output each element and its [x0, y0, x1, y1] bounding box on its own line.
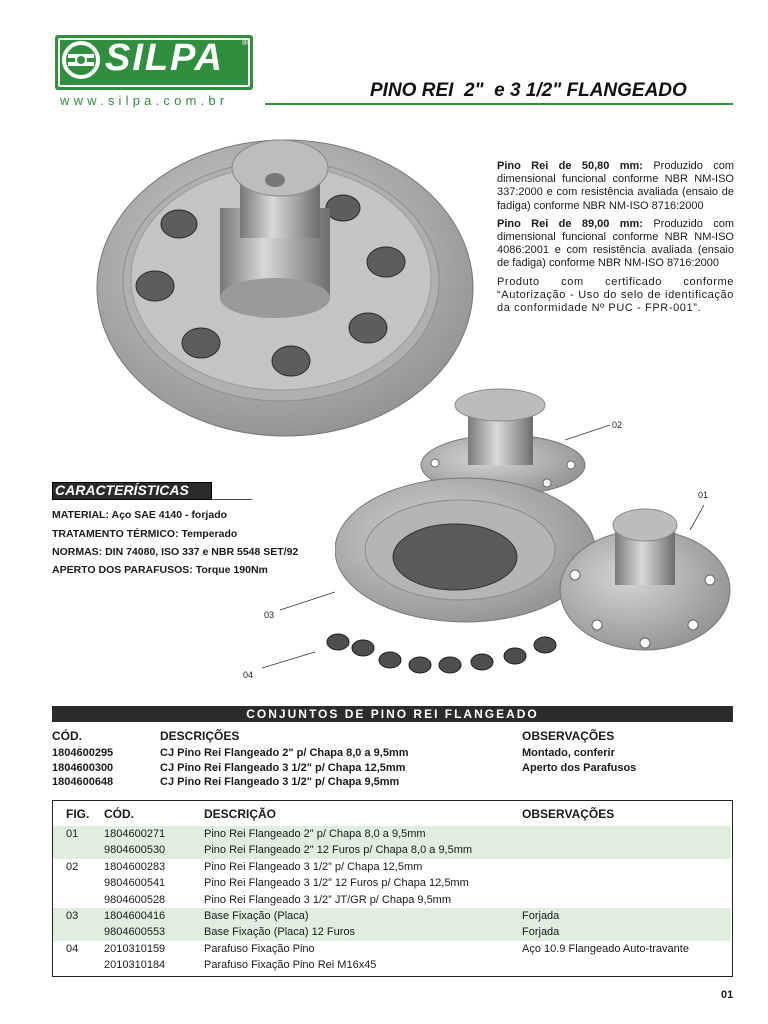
- parts-cell-fig: 01: [66, 828, 79, 840]
- certificate-note: Produto com certificado conforme “Autorização - Uso do selo de identificação da conformidade Nº PUC - FPR-001”.: [497, 275, 734, 315]
- parts-cell-cod: 9804600541: [104, 877, 166, 890]
- spec-paragraph: Pino Rei de 89,00 mm: Produzido com dimensional funcional conforme NBR NM-ISO 4086:2001 e com resistência avaliada (ensaio de fadiga) conforme NBR NM-ISO 8716:2000: [497, 217, 734, 270]
- parts-cell-cod: 9804600530: [104, 844, 166, 857]
- parts-cell-desc: Parafuso Fixação Pino: [204, 942, 315, 955]
- conjuntos-title: CONJUNTOS DE PINO REI FLANGEADO: [246, 707, 539, 721]
- parts-cell-cod: 1804600416: [104, 910, 166, 922]
- parts-cell-fig: 03: [66, 910, 79, 922]
- callout-04: 04: [243, 670, 254, 680]
- parts-cell-cod: 9804600553: [104, 926, 166, 939]
- conjuntos-header-cod: CÓD.: [52, 729, 82, 743]
- parts-header-fig: FIG.: [66, 807, 90, 821]
- conjunto-desc: CJ Pino Rei Flangeado 2" p/ Chapa 8,0 a 9,5mm: [160, 747, 409, 759]
- logo-emblem-icon: [61, 40, 101, 80]
- specs-text: [497, 160, 734, 320]
- conjunto-code: 1804600295: [52, 747, 114, 759]
- parts-cell-desc: Base Fixação (Placa) 12 Furos: [204, 926, 356, 939]
- conjuntos-header-obs: OBSERVAÇÕES: [522, 729, 615, 743]
- parts-cell-desc: Pino Rei Flangeado 2" 12 Furos p/ Chapa 8,0 a 9,5mm: [204, 844, 473, 857]
- parts-header-obs: OBSERVAÇÕES: [522, 807, 615, 821]
- callout-03: 03: [264, 610, 275, 620]
- conjunto-code: 1804600300: [52, 762, 114, 774]
- parts-cell-cod: 9804600528: [104, 893, 166, 906]
- feature-material: MATERIAL: Aço SAE 4140 - forjado: [52, 509, 228, 521]
- page-number: 01: [721, 989, 734, 1001]
- parts-cell-desc: Pino Rei Flangeado 3 1/2” 12 Furos p/ Chapa 12,5mm: [204, 877, 469, 890]
- parts-cell-fig: 04: [66, 942, 79, 955]
- parts-cell-obs: Forjada: [522, 926, 560, 939]
- conjunto-obs: Montado, conferir: [522, 747, 615, 759]
- parts-cell-obs: Aço 10.9 Flangeado Auto-travante: [522, 942, 689, 955]
- parts-cell-cod: 1804600271: [104, 828, 166, 840]
- callout-01: 01: [698, 490, 709, 500]
- parts-cell-fig: 02: [66, 860, 79, 873]
- spec-paragraph: Pino Rei de 50,80 mm: Produzido com dimensional funcional conforme NBR NM-ISO 337:2000 e com resistência avaliada (ensaio de fadiga) conforme NBR NM-ISO 8716:2000: [497, 160, 734, 212]
- parts-cell-desc: Pino Rei Flangeado 3 1/2” JT/GR p/ Chapa 9,5mm: [204, 893, 452, 906]
- parts-cell-desc: Parafuso Fixação Pino Rei M16x45: [204, 959, 377, 972]
- parts-header-cod: CÓD.: [104, 807, 134, 821]
- parts-cell-desc: Base Fixação (Placa): [204, 910, 309, 922]
- page-title: PINO REI 2" e 3 1/2" FLANGEADO: [370, 80, 687, 101]
- brand-logo: [55, 35, 253, 90]
- feature-treatment: TRATAMENTO TÉRMICO: Temperado: [52, 528, 238, 540]
- parts-cell-cod: 2010310159: [104, 942, 166, 955]
- conjunto-desc: CJ Pino Rei Flangeado 3 1/2" p/ Chapa 12,5mm: [160, 762, 406, 774]
- conjunto-obs: Aperto dos Parafusos: [522, 762, 637, 774]
- conjunto-desc: CJ Pino Rei Flangeado 3 1/2" p/ Chapa 9,5mm: [160, 776, 400, 788]
- conjuntos-header-desc: DESCRIÇÕES: [160, 729, 240, 743]
- parts-cell-desc: Pino Rei Flangeado 3 1/2” p/ Chapa 12,5mm: [204, 860, 423, 873]
- website-url[interactable]: www.silpa.com.br: [60, 93, 229, 108]
- callout-leader-lines: [240, 410, 720, 680]
- feature-standards: NORMAS: DIN 74080, ISO 337 e NBR 5548 SET/92: [52, 546, 299, 558]
- conjunto-code: 1804600648: [52, 776, 114, 788]
- parts-cell-cod: 1804600283: [104, 860, 166, 873]
- registered-mark: ®: [242, 38, 248, 47]
- parts-header-desc: DESCRIÇÃO: [204, 807, 277, 821]
- features-underline: [212, 499, 252, 500]
- parts-cell-obs: Forjada: [522, 910, 560, 922]
- brand-name: SILPA: [105, 37, 225, 79]
- callout-02: 02: [612, 420, 623, 430]
- features-title: CARACTERÍSTICAS: [55, 482, 189, 498]
- header-divider: [265, 103, 733, 105]
- feature-torque: APERTO DOS PARAFUSOS: Torque 190Nm: [52, 564, 268, 576]
- parts-cell-desc: Pino Rei Flangeado 2" p/ Chapa 8,0 a 9,5mm: [204, 828, 426, 840]
- parts-cell-cod: 2010310184: [104, 959, 166, 972]
